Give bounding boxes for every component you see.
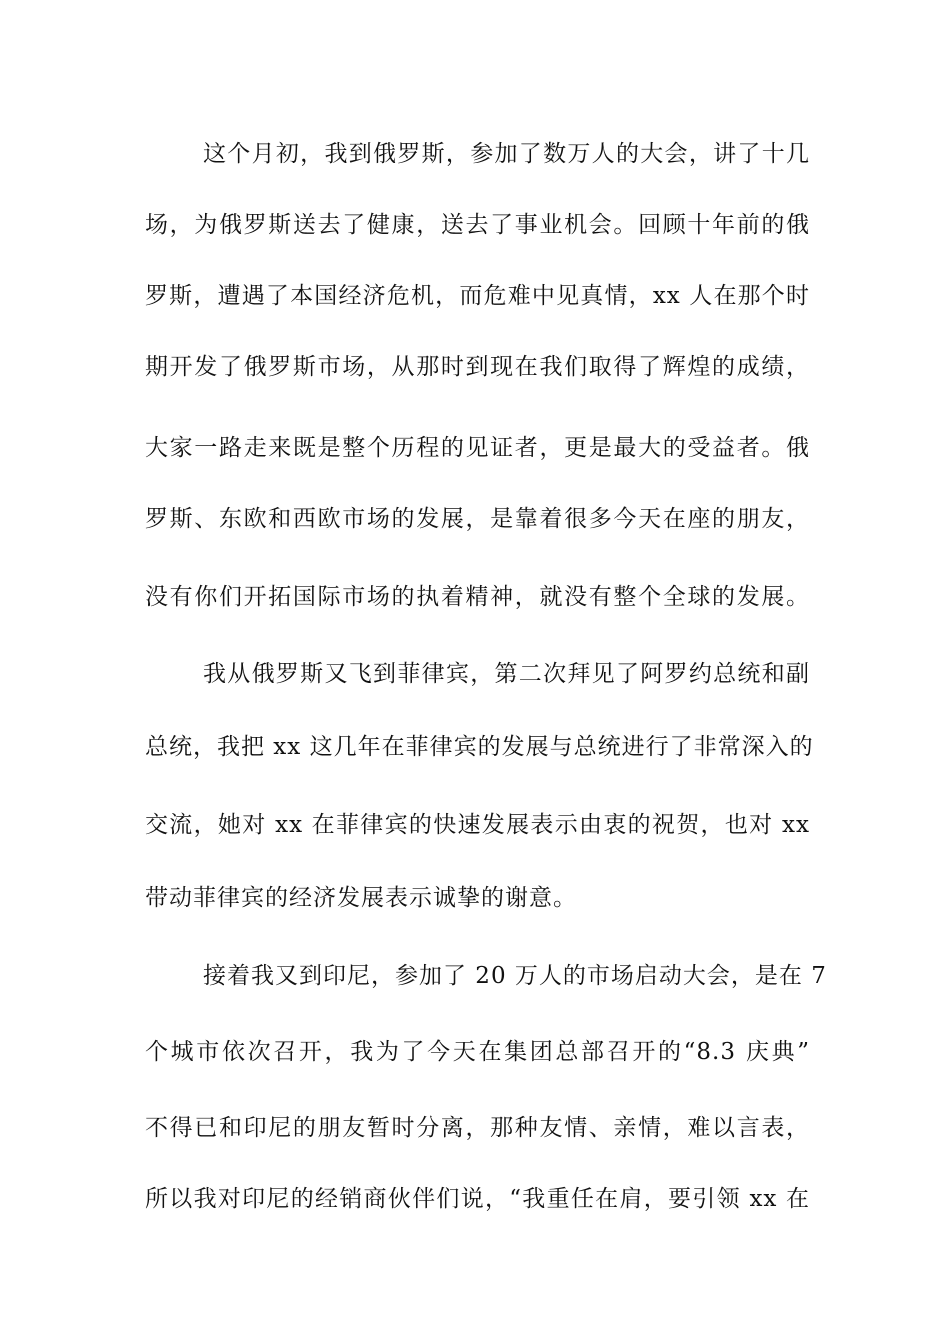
paragraph-3-line-1: 接着我又到印尼，参加了 20 万人的市场启动大会，是在 7 (203, 963, 827, 989)
paragraph-1-line-5: 大家一路走来既是整个历程的见证者，更是最大的受益者。俄 (145, 435, 810, 461)
paragraph-1-line-6: 罗斯、东欧和西欧市场的发展，是靠着很多今天在座的朋友， (145, 506, 810, 532)
paragraph-1-line-4: 期开发了俄罗斯市场，从那时到现在我们取得了辉煌的成绩， (145, 354, 810, 380)
paragraph-1-line-2: 场，为俄罗斯送去了健康，送去了事业机会。回顾十年前的俄 (145, 212, 810, 238)
paragraph-3-line-2: 个城市依次召开，我为了今天在集团总部召开的“8.3 庆典” (145, 1039, 810, 1065)
paragraph-3-line-3: 不得已和印尼的朋友暂时分离，那种友情、亲情，难以言表， (145, 1115, 810, 1141)
paragraph-2-line-3: 交流，她对 xx 在菲律宾的快速发展表示由衷的祝贺，也对 xx (145, 812, 810, 838)
paragraph-1-line-1: 这个月初，我到俄罗斯，参加了数万人的大会，讲了十几 (203, 141, 810, 167)
paragraph-1-line-7: 没有你们开拓国际市场的执着精神，就没有整个全球的发展。 (145, 584, 810, 610)
paragraph-3-line-4: 所以我对印尼的经销商伙伴们说，“我重任在肩，要引领 xx 在 (145, 1186, 810, 1212)
paragraph-2-line-2: 总统，我把 xx 这几年在菲律宾的发展与总统进行了非常深入的 (145, 734, 814, 760)
paragraph-2-line-1: 我从俄罗斯又飞到菲律宾，第二次拜见了阿罗约总统和副 (203, 661, 810, 687)
paragraph-1-line-3: 罗斯，遭遇了本国经济危机，而危难中见真情，xx 人在那个时 (145, 283, 810, 309)
paragraph-2-line-4: 带动菲律宾的经济发展表示诚挚的谢意。 (145, 885, 577, 911)
